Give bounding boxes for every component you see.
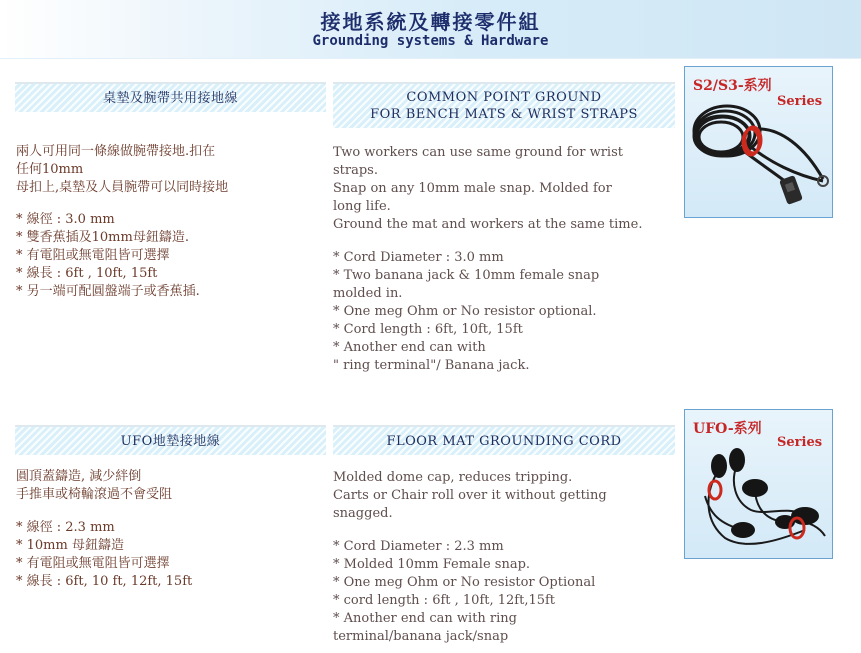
page-title: 接地系統及轉接零件組 xyxy=(320,10,541,34)
section-zh-heading: 桌墊及腕帶共用接地線 xyxy=(15,82,326,112)
en-description: Molded dome cap, reduces tripping. Carts or Chair roll over it without getting snagged. xyxy=(333,470,607,521)
page-subtitle: Grounding systems & Hardware xyxy=(312,33,549,49)
zh-description: 圓頂蓋鑄造, 減少絆倒 手推車或椅輪滾過不會受阻 xyxy=(16,469,173,502)
section-en-heading: FLOOR MAT GROUNDING CORD xyxy=(333,425,675,455)
zh-spec-list: * 線徑 : 3.0 mm * 雙香蕉插及10mm母鈕鑄造. * 有電阻或無電阻皆可選擇 * 線長 : 6ft , 10ft, 15ft * 另一端可配圓盤端子或香蕉插. xyxy=(16,212,200,299)
title-banner xyxy=(0,0,861,59)
zh-description: 兩人可用同一條線做腕帶接地.扣在 任何10mm 母扣上,桌墊及人員腕帶可以同時接地 xyxy=(16,144,229,195)
en-spec-list: * Cord Diameter : 3.0 mm * Two banana jack & 10mm female snap molded in. * One meg Ohm or No resistor optional. * Cord length : 6ft, 10ft, 15ft * Another end can with " ring terminal"/ Banana jack. xyxy=(333,250,600,373)
series-word-label: Series xyxy=(777,94,823,109)
series-word-label: Series xyxy=(777,435,823,450)
series-code-label: S2/S3-系列 xyxy=(693,78,772,94)
series-code-label: UFO-系列 xyxy=(693,421,762,437)
product-photo-s2s3 xyxy=(684,66,833,218)
en-description: Two workers can use same ground for wrist straps. Snap on any 10mm male snap. Molded for long life. Ground the mat and workers at the same time. xyxy=(333,145,643,232)
section-zh-heading: UFO地墊接地線 xyxy=(15,425,326,455)
section-en-heading: COMMON POINT GROUND FOR BENCH MATS & WRIST STRAPS xyxy=(333,82,675,128)
zh-spec-list: * 線徑 : 2.3 mm * 10mm 母鈕鑄造 * 有電阻或無電阻皆可選擇 * 線長 : 6ft, 10 ft, 12ft, 15ft xyxy=(16,520,193,589)
en-spec-list: * Cord Diameter : 2.3 mm * Molded 10mm Female snap. * One meg Ohm or No resistor Optional * cord length : 6ft , 10ft, 12ft,15ft * Another end can with ring terminal/banana jack/snap xyxy=(333,539,596,644)
product-photo-ufo xyxy=(684,409,833,559)
